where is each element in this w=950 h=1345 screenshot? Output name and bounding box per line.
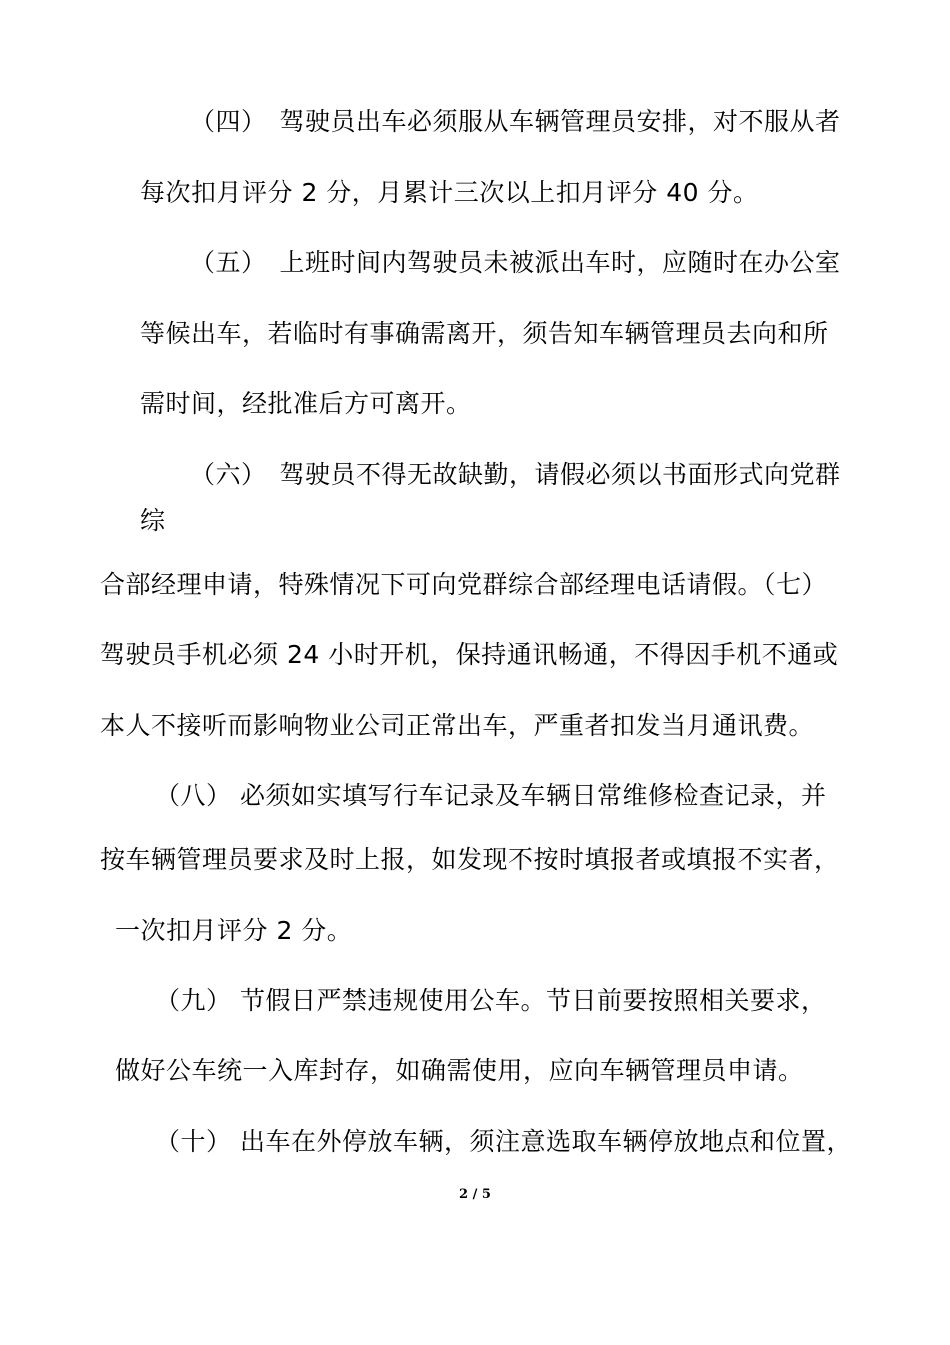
text-line: （九） 节假日严禁违规使用公车。节日前要按照相关要求， [155, 986, 827, 1015]
text-line: 综 [140, 506, 166, 535]
text-line: 需时间，经批准后方可离开。 [140, 389, 472, 418]
text-line: 一次扣月评分 2 分。 [115, 916, 353, 945]
text-line: 驾驶员手机必须 24 小时开机，保持通讯畅通，不得因手机不通或 [100, 640, 839, 669]
text-line: （十） 出车在外停放车辆，须注意选取车辆停放地点和位置， [155, 1127, 852, 1156]
text-line: 等候出车，若临时有事确需离开，须告知车辆管理员去向和所 [140, 319, 829, 348]
text-line: 每次扣月评分 2 分，月累计三次以上扣月评分 40 分。 [140, 178, 759, 207]
text-line: 本人不接听而影响物业公司正常出车，严重者扣发当月通讯费。 [100, 711, 815, 740]
text-line: （五） 上班时间内驾驶员未被派出车时，应随时在办公室 [190, 248, 841, 277]
text-line: 按车辆管理员要求及时上报，如发现不按时填报者或填报不实者， [100, 845, 840, 874]
text-line: 做好公车统一入库封存，如确需使用，应向车辆管理员申请。 [115, 1056, 804, 1085]
page-number: 2 / 5 [459, 1187, 491, 1202]
text-line: 合部经理申请，特殊情况下可向党群综合部经理电话请假。（七） [100, 570, 828, 599]
text-line: （六） 驾驶员不得无故缺勤，请假必须以书面形式向党群 [190, 460, 841, 489]
text-line: （四） 驾驶员出车必须服从车辆管理员安排，对不服从者 [190, 107, 841, 136]
text-line: （八） 必须如实填写行车记录及车辆日常维修检查记录，并 [155, 781, 827, 810]
